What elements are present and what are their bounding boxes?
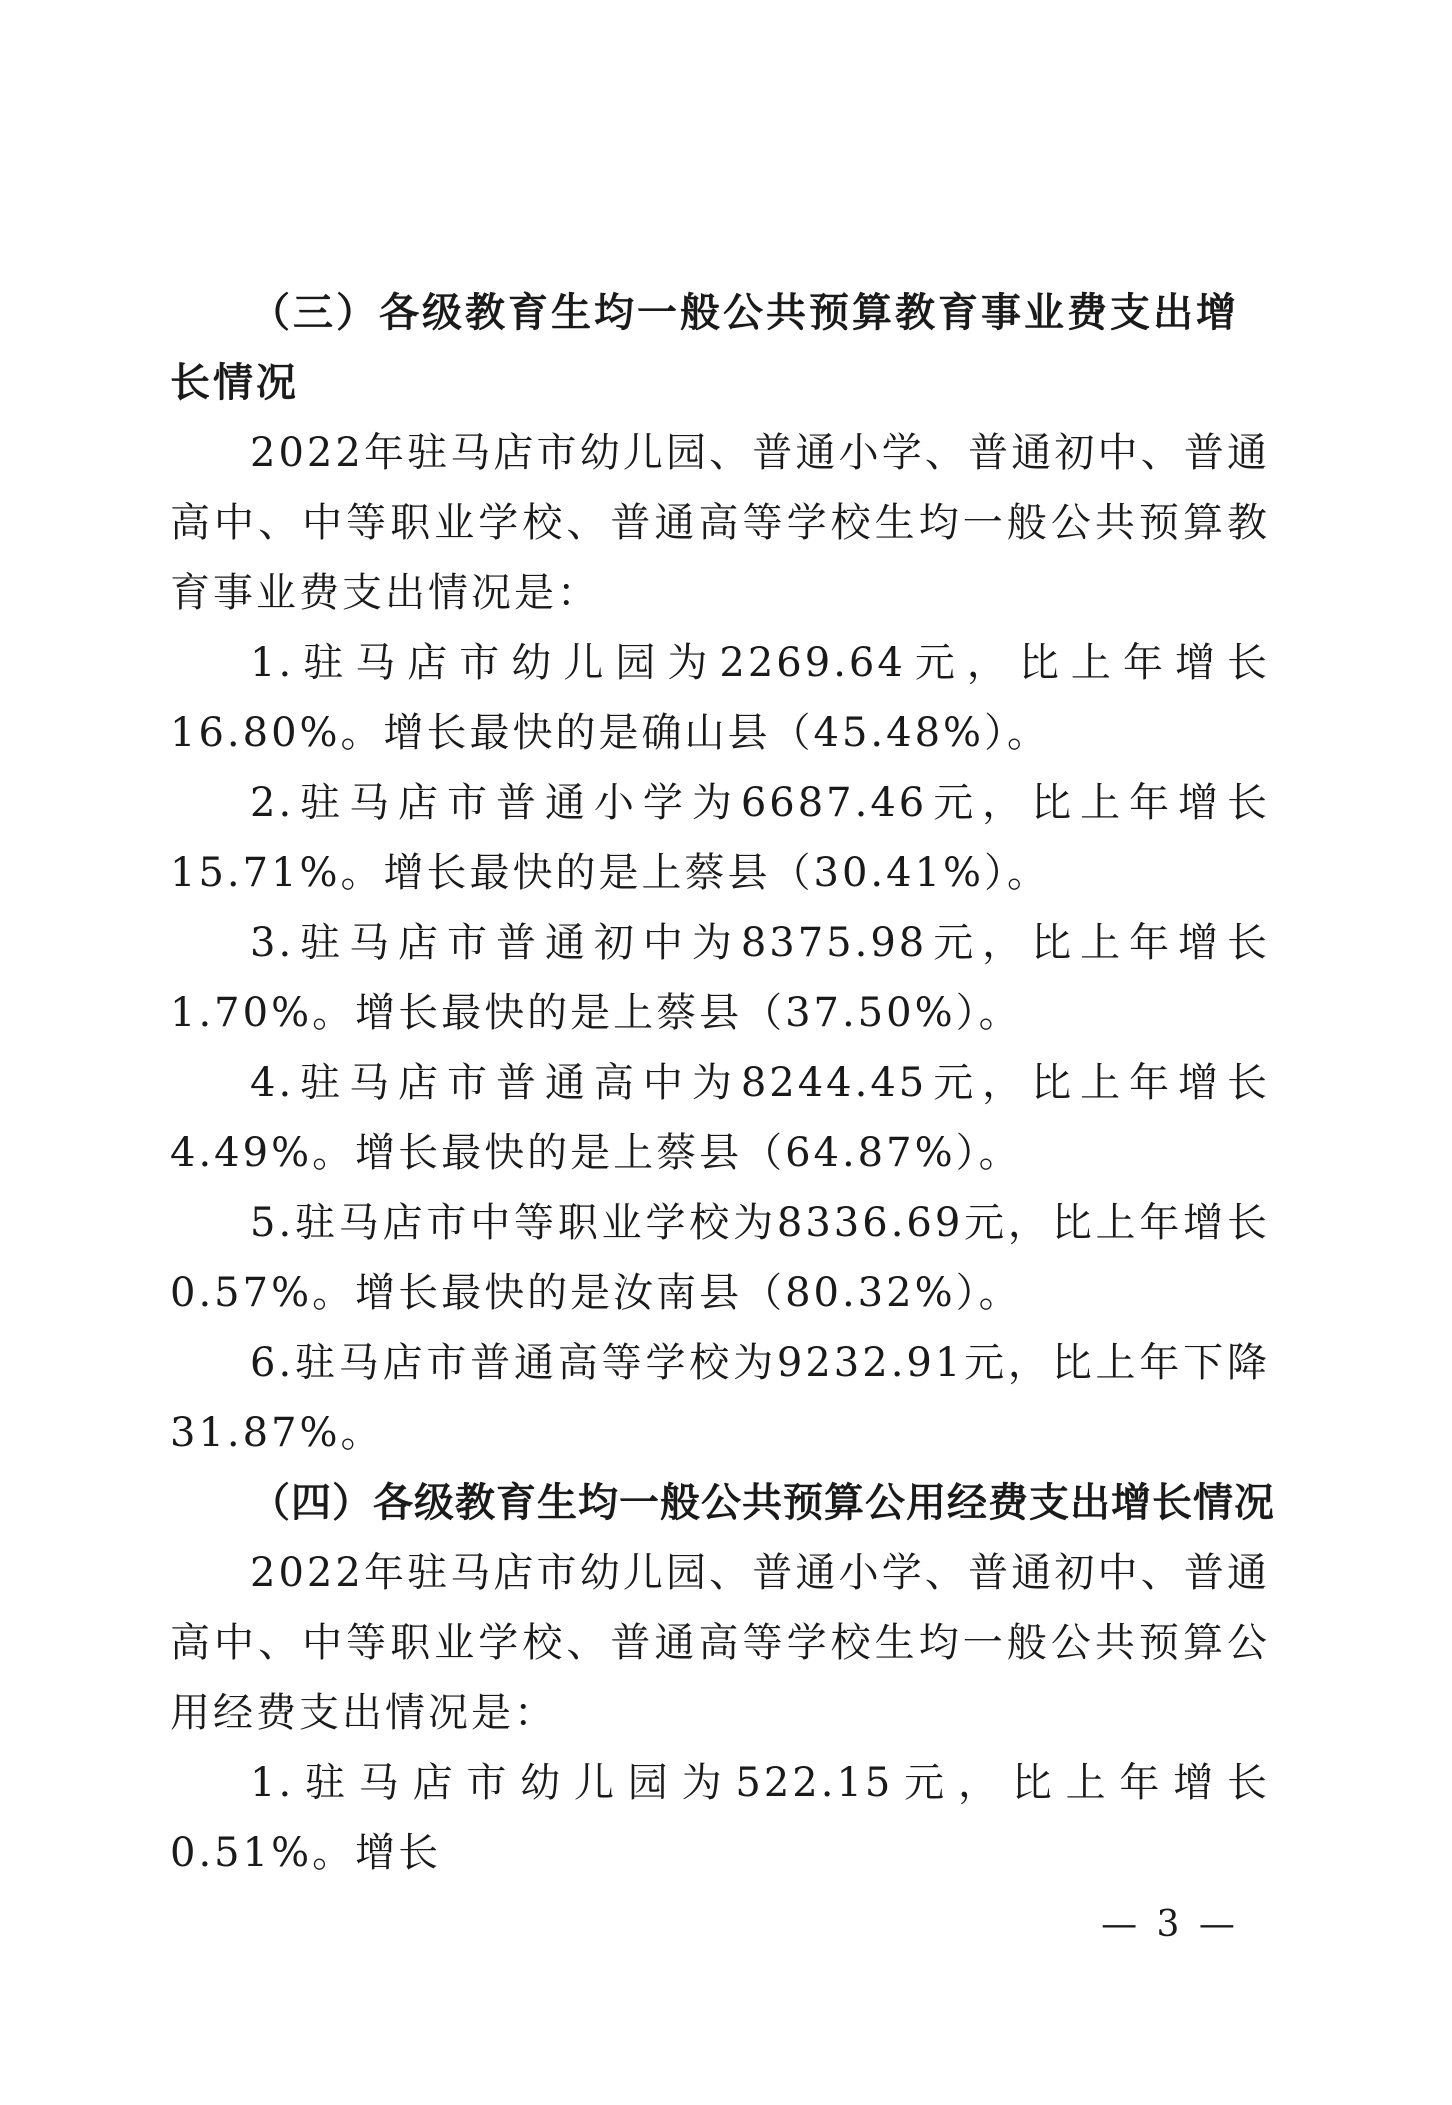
section-3-item-5: 5.驻马店市中等职业学校为8336.69元，比上年增长0.57%。增长最快的是汝南县（80.32%）。 [170, 1200, 1270, 1316]
section-4-heading: （四）各级教育生均一般公共预算公用经费支出增长情况 [250, 1480, 1275, 1526]
section-3-item-6: 6.驻马店市普通高等学校为9232.91元，比上年下降31.87%。 [170, 1340, 1270, 1456]
section-3-heading: （三）各级教育生均一般公共预算教育事业费支出增长情况 [170, 290, 1239, 406]
section-4-item-1: 1.驻马店市幼儿园为522.15元，比上年增长0.51%。增长 [170, 1760, 1270, 1876]
section-3-item-3: 3.驻马店市普通初中为8375.98元，比上年增长1.70%。增长最快的是上蔡县（37.50%）。 [170, 920, 1270, 1036]
section-4-intro: 2022年驻马店市幼儿园、普通小学、普通初中、普通高中、中等职业学校、普通高等学校生均一般公共预算公用经费支出情况是： [170, 1550, 1270, 1736]
section-3-item-1: 1.驻马店市幼儿园为2269.64元，比上年增长16.80%。增长最快的是确山县（45.48%）。 [170, 640, 1270, 756]
section-3-item-2: 2.驻马店市普通小学为6687.46元，比上年增长15.71%。增长最快的是上蔡县（30.41%）。 [170, 780, 1270, 896]
document-body [170, 278, 1275, 1888]
section-3-intro: 2022年驻马店市幼儿园、普通小学、普通初中、普通高中、中等职业学校、普通高等学校生均一般公共预算教育事业费支出情况是： [170, 430, 1270, 616]
page-number: — 3 — [1101, 1904, 1239, 1945]
section-3-item-4: 4.驻马店市普通高中为8244.45元，比上年增长4.49%。增长最快的是上蔡县（64.87%）。 [170, 1060, 1270, 1176]
